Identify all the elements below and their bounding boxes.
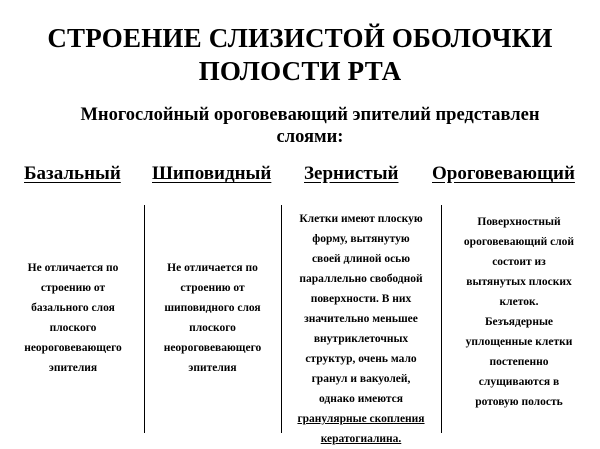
description-line: уплощенные клетки [465, 336, 573, 348]
layer-description-spinous [146, 258, 279, 378]
layer-description-basal [8, 258, 138, 378]
description-line: плоского [49, 322, 97, 334]
description-line: внутриклеточных [313, 333, 409, 345]
description-line: Клетки имеют плоскую [299, 213, 423, 225]
description-line: клеток. [499, 296, 539, 308]
subtitle-line-1: Многослойный ороговевающий эпителий представлен [80, 105, 540, 125]
description-line-underlined: кератогиалина. [320, 433, 402, 445]
description-line: ротовую полость [475, 396, 563, 408]
column-divider [441, 205, 442, 433]
description-line: параллельно свободной [299, 273, 423, 285]
subtitle-line-2: слоями: [276, 127, 344, 147]
description-line: форму, вытянутую [312, 233, 410, 245]
description-line: эпителия [48, 362, 98, 374]
description-line: неороговевающего [163, 342, 262, 354]
layer-heading-granular: Зернистый [304, 163, 399, 184]
description-line: структур, очень мало [305, 353, 417, 365]
description-line: своей длиной осью [311, 253, 411, 265]
column-divider [281, 205, 282, 433]
description-line: шиповидного слоя [164, 302, 261, 314]
description-line: вытянутых плоских [466, 276, 572, 288]
description-line: плоского [189, 322, 236, 334]
title-line-1: СТРОЕНИЕ СЛИЗИСТОЙ ОБОЛОЧКИ [47, 23, 553, 53]
description-line: базального слоя [31, 302, 115, 314]
description-line: однако имеются [318, 393, 404, 405]
description-line: состоит из [492, 256, 546, 268]
slide-subtitle [40, 104, 580, 148]
description-line: ороговевающий слой [463, 236, 575, 248]
description-line: Не отличается по [167, 262, 258, 274]
layer-heading-cornified: Ороговевающий [432, 163, 575, 184]
slide-title [0, 22, 600, 88]
description-line: Поверхностный [477, 216, 561, 228]
layer-description-granular [283, 209, 439, 449]
layer-heading-spinous: Шиповидный [152, 163, 272, 184]
column-divider [144, 205, 145, 433]
description-line: поверхности. В них [310, 293, 412, 305]
description-line: Безъядерные [484, 316, 554, 328]
description-line: значительно меньшее [304, 313, 418, 325]
description-line: слущиваются в [478, 376, 560, 388]
description-line: эпителия [188, 362, 237, 374]
description-line-underlined: гранулярные скопления [297, 413, 425, 425]
layer-heading-basal: Базальный [24, 163, 121, 184]
description-line: постепенно [489, 356, 549, 368]
description-line: строению от [40, 282, 106, 294]
description-line: строению от [180, 282, 245, 294]
description-line: гранул и вакуолей, [311, 373, 411, 385]
description-line: неороговевающего [24, 342, 122, 354]
description-line: Не отличается по [27, 262, 119, 274]
layer-description-cornified [444, 212, 594, 412]
title-line-2: ПОЛОСТИ РТА [198, 56, 402, 86]
